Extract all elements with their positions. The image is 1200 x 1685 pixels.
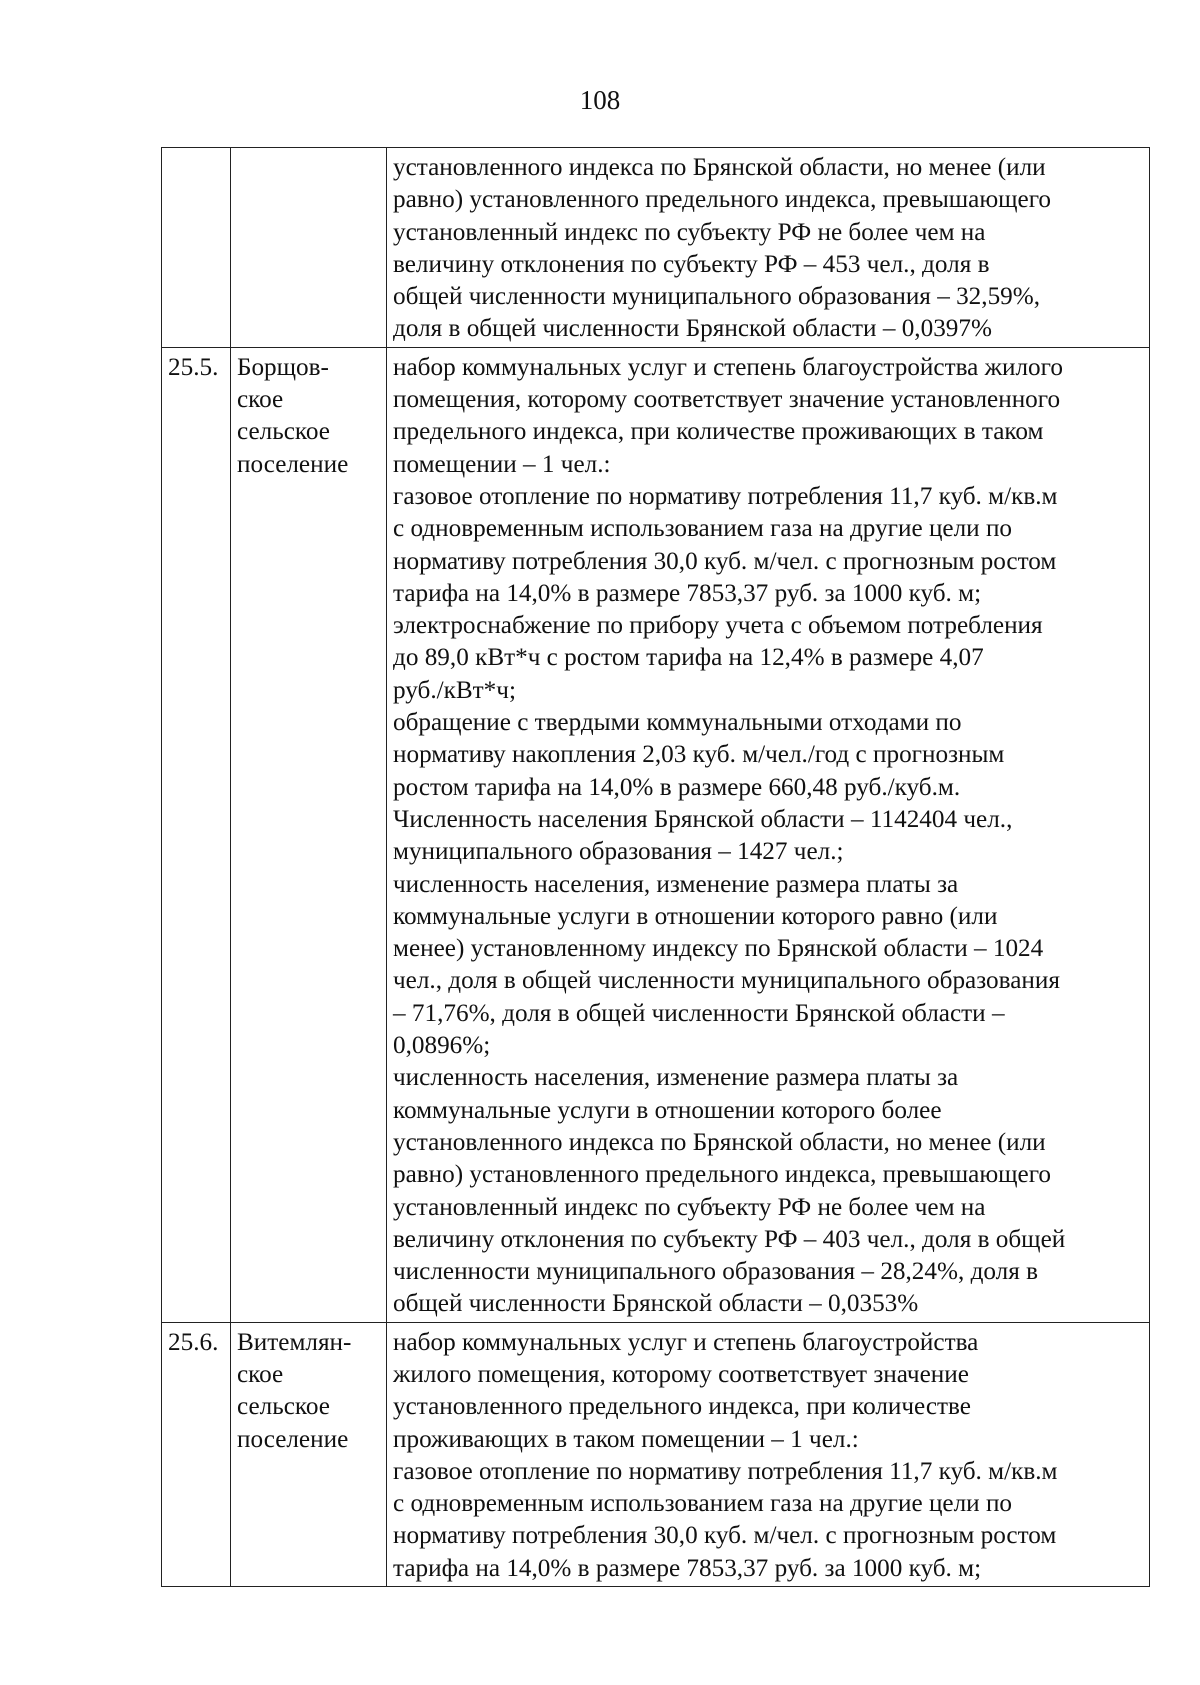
text-line: установленный индекс по субъекту РФ не более чем на (393, 218, 986, 246)
text-line: общей численности муниципального образования – 32,59%, (393, 283, 1041, 311)
row-number: 25.5. (162, 347, 231, 1322)
text-line: общей численности Брянской области – 0,0353% (393, 1290, 919, 1318)
text-line: предельного индекса, при количестве проживающих в таком (393, 418, 1044, 446)
row-description (387, 1322, 1150, 1586)
name-line: поселение (237, 450, 349, 478)
table-row (162, 1322, 1150, 1586)
text-line: нормативу потребления 30,0 куб. м/чел. с прогнозным ростом (393, 547, 1057, 575)
settlement-name (231, 347, 387, 1322)
text-line: тарифа на 14,0% в размере 7853,37 руб. за 1000 куб. м; (393, 1554, 982, 1582)
text-line: жилого помещения, которому соответствует значение (393, 1360, 969, 1388)
row-description (387, 148, 1150, 348)
text-line: тарифа на 14,0% в размере 7853,37 руб. за 1000 куб. м; (393, 579, 982, 607)
row-number (162, 148, 231, 348)
text-line: помещении – 1 чел.: (393, 450, 611, 478)
text-line: нормативу потребления 30,0 куб. м/чел. с прогнозным ростом (393, 1522, 1057, 1550)
table-row (162, 347, 1150, 1322)
text-line: электроснабжение по прибору учета с объемом потребления (393, 612, 1043, 640)
text-line: равно) установленного предельного индекса, превышающего (393, 186, 1052, 214)
text-line: набор коммунальных услуг и степень благоустройства жилого (393, 353, 1063, 381)
text-line: с одновременным использованием газа на другие цели по (393, 515, 1013, 543)
text-line: проживающих в таком помещении – 1 чел.: (393, 1425, 859, 1453)
text-line: численности муниципального образования – 28,24%, доля в (393, 1258, 1038, 1286)
tariff-table (161, 147, 1150, 1587)
page-number: 108 (579, 85, 621, 115)
name-line: сельское (237, 1393, 330, 1421)
row-number: 25.6. (162, 1322, 231, 1586)
text-line: величину отклонения по субъекту РФ – 453 чел., доля в (393, 250, 990, 278)
text-line: установленного индекса по Брянской области, но менее (или (393, 1128, 1046, 1156)
name-line: поселение (237, 1425, 349, 1453)
text-line: доля в общей численности Брянской области – 0,0397% (393, 315, 992, 343)
text-line: коммунальные услуги в отношении которого более (393, 1096, 942, 1124)
text-line: помещения, которому соответствует значение установленного (393, 386, 1061, 414)
text-line: величину отклонения по субъекту РФ – 403 чел., доля в общей (393, 1225, 1066, 1253)
text-line: ростом тарифа на 14,0% в размере 660,48 руб./куб.м. (393, 773, 961, 801)
name-line: Борщов- (237, 353, 329, 381)
text-line: 0,0896%; (393, 1032, 491, 1060)
text-line: установленного индекса по Брянской области, но менее (или (393, 154, 1046, 181)
name-line: Витемлян- (237, 1328, 352, 1356)
text-line: газовое отопление по нормативу потребления 11,7 куб. м/кв.м (393, 482, 1058, 510)
text-line: набор коммунальных услуг и степень благоустройства (393, 1328, 979, 1356)
text-line: установленного предельного индекса, при количестве (393, 1393, 971, 1421)
text-line: Численность населения Брянской области – 1142404 чел., (393, 805, 1013, 833)
text-line: численность населения, изменение размера платы за (393, 1064, 959, 1092)
name-line: ское (237, 386, 284, 414)
text-line: установленный индекс по субъекту РФ не более чем на (393, 1193, 986, 1221)
text-line: чел., доля в общей численности муниципального образования (393, 967, 1060, 995)
table-row (162, 148, 1150, 348)
name-line: сельское (237, 418, 330, 446)
settlement-name (231, 1322, 387, 1586)
text-line: менее) установленному индексу по Брянской области – 1024 (393, 935, 1044, 963)
row-description (387, 347, 1150, 1322)
text-line: до 89,0 кВт*ч с ростом тарифа на 12,4% в размере 4,07 (393, 644, 984, 672)
text-line: равно) установленного предельного индекса, превышающего (393, 1161, 1052, 1189)
text-line: обращение с твердыми коммунальными отходами по (393, 709, 962, 737)
text-line: нормативу накопления 2,03 куб. м/чел./год с прогнозным (393, 741, 1005, 769)
text-line: газовое отопление по нормативу потребления 11,7 куб. м/кв.м (393, 1457, 1058, 1485)
settlement-name (231, 148, 387, 348)
text-line: с одновременным использованием газа на другие цели по (393, 1490, 1013, 1518)
text-line: численность населения, изменение размера платы за (393, 870, 959, 898)
text-line: руб./кВт*ч; (393, 676, 516, 704)
text-line: – 71,76%, доля в общей численности Брянской области – (393, 999, 1005, 1027)
text-line: коммунальные услуги в отношении которого равно (или (393, 902, 998, 930)
text-line: муниципального образования – 1427 чел.; (393, 838, 844, 866)
name-line: ское (237, 1360, 284, 1388)
